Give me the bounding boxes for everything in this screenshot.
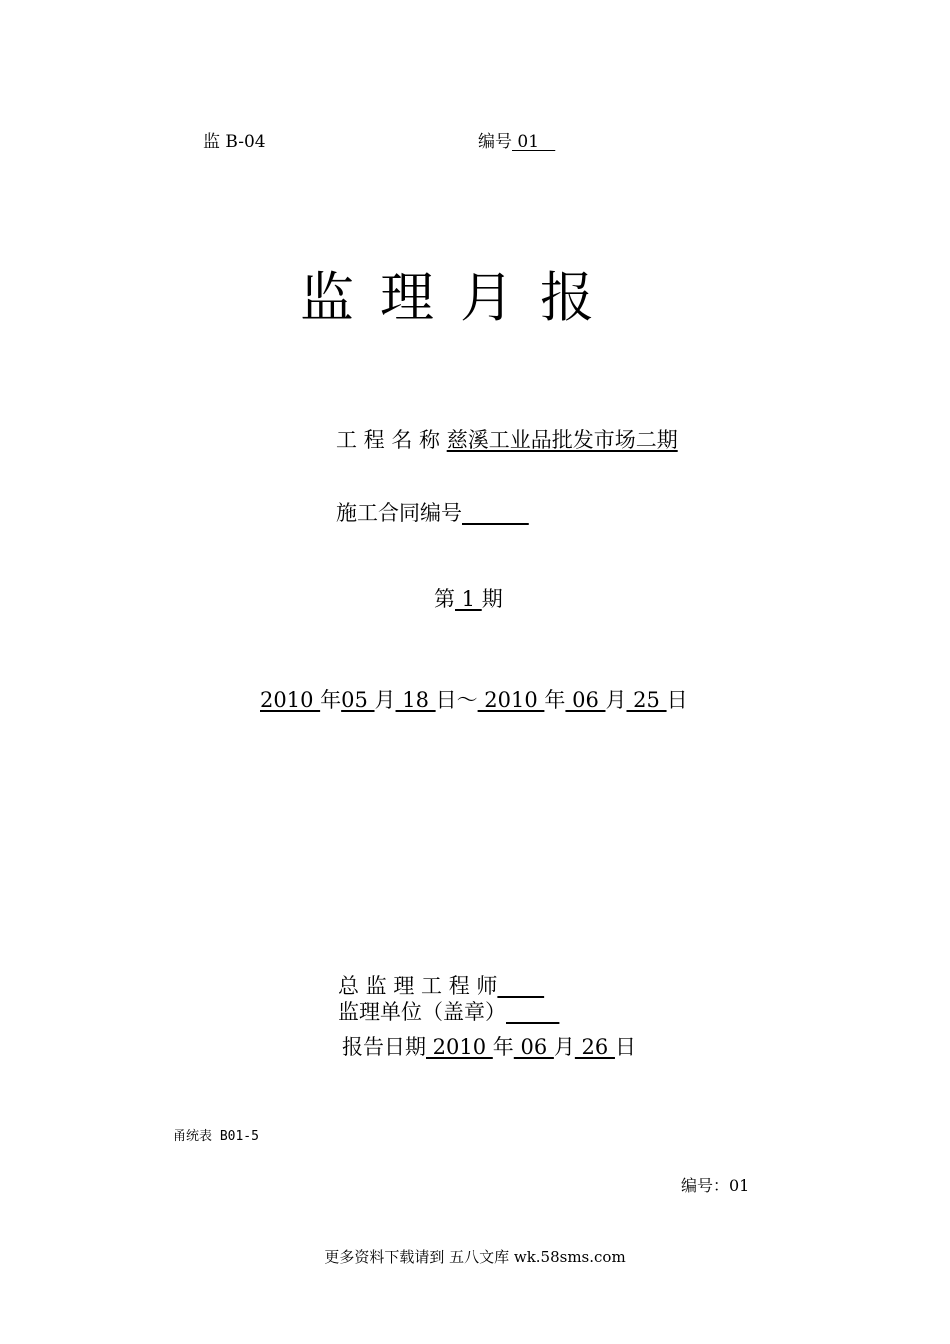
end-year: 2010 bbox=[477, 688, 545, 712]
form-reference: 甬统表 B01-5 bbox=[173, 1129, 259, 1144]
date-range-row bbox=[260, 684, 688, 714]
page-title: 监理月报 bbox=[300, 266, 620, 329]
contract-number-row bbox=[336, 497, 529, 527]
day-label: 日 bbox=[666, 688, 688, 712]
month-label: 月 bbox=[553, 1035, 575, 1059]
chief-engineer-label: 总 监 理 工 程 师 bbox=[338, 974, 498, 998]
period-row bbox=[434, 583, 503, 613]
day-label-to: 日～ bbox=[435, 688, 478, 712]
year-label: 年 bbox=[320, 688, 342, 712]
project-name-value: 慈溪工业品批发市场二期 bbox=[446, 428, 678, 452]
start-month: 05 bbox=[341, 688, 375, 712]
day-label: 日 bbox=[614, 1035, 636, 1059]
contract-number-label: 施工合同编号 bbox=[336, 501, 462, 525]
year-label: 年 bbox=[544, 688, 566, 712]
project-name-row bbox=[336, 424, 678, 454]
supervision-unit-label: 监理单位（盖章） bbox=[338, 1000, 506, 1024]
start-year: 2010 bbox=[260, 688, 321, 712]
document-number-label: 编号 bbox=[478, 132, 512, 152]
period-number: 1 bbox=[455, 587, 482, 611]
document-number bbox=[478, 127, 555, 152]
report-date-label: 报告日期 bbox=[342, 1035, 426, 1059]
month-label: 月 bbox=[374, 688, 396, 712]
end-month: 06 bbox=[565, 688, 606, 712]
footer-text: 更多资料下载请到 五八文库 wk.58sms.com bbox=[324, 1248, 626, 1266]
end-day: 25 bbox=[626, 688, 667, 712]
report-year: 2010 bbox=[426, 1035, 493, 1059]
project-name-label: 工 程 名 称 bbox=[336, 428, 447, 452]
supervision-unit-value bbox=[506, 1000, 559, 1024]
period-suffix: 期 bbox=[481, 587, 503, 611]
period-prefix: 第 bbox=[434, 587, 455, 611]
start-day: 18 bbox=[395, 688, 436, 712]
month-label: 月 bbox=[605, 688, 627, 712]
document-number-value: 01 bbox=[512, 132, 556, 152]
supervision-unit-row bbox=[338, 996, 559, 1026]
year-label: 年 bbox=[492, 1035, 514, 1059]
form-code: 监 B-04 bbox=[203, 132, 266, 152]
bottom-number: 编号：01 bbox=[681, 1176, 750, 1195]
contract-number-value bbox=[462, 501, 529, 525]
report-month: 06 bbox=[513, 1035, 554, 1059]
report-date-row bbox=[342, 1031, 636, 1061]
report-day: 26 bbox=[574, 1035, 615, 1059]
chief-engineer-value bbox=[497, 974, 544, 998]
